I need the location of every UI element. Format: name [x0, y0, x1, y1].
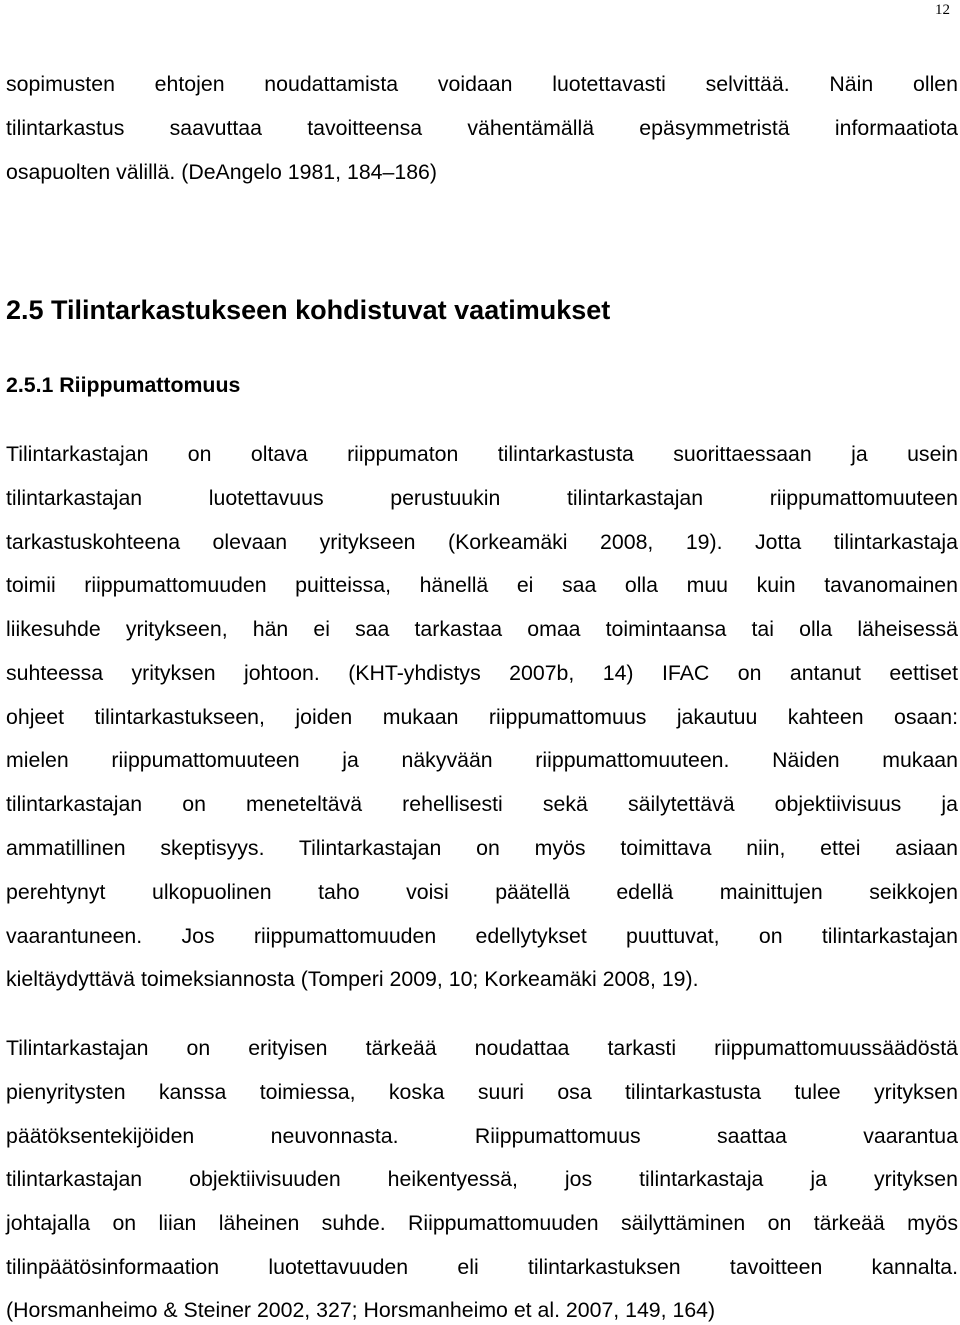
text-line: ammatillinen skeptisyys. Tilintarkastajan on myös toimittava niin, ettei asiaan	[6, 836, 958, 860]
text-line: tilintarkastus saavuttaa tavoitteensa vähentämällä epäsymmetristä informaatiota	[6, 116, 958, 140]
section-heading: 2.5 Tilintarkastukseen kohdistuvat vaatimukset	[6, 295, 611, 325]
text-line: mielen riippumattomuuteen ja näkyvään riippumattomuuteen. Näiden mukaan	[6, 748, 958, 772]
text-line: Tilintarkastajan on oltava riippumaton tilintarkastusta suorittaessaan ja usein	[6, 442, 958, 466]
text-line: johtajalla on liian läheinen suhde. Riippumattomuuden säilyttäminen on tärkeää myös	[6, 1211, 958, 1235]
text-line: tilintarkastajan on meneteltävä rehellisesti sekä säilytettävä objektiivisuus ja	[6, 792, 958, 816]
text-line: tilintarkastajan luotettavuus perustuukin tilintarkastajan riippumattomuuteen	[6, 486, 958, 510]
page-number: 12	[935, 2, 950, 18]
text-line: päätöksentekijöiden neuvonnasta. Riippumattomuus saattaa vaarantua	[6, 1124, 958, 1148]
text-line: osapuolten välillä. (DeAngelo 1981, 184‒186)	[6, 160, 437, 184]
text-line: Tilintarkastajan on erityisen tärkeää noudattaa tarkasti riippumattomuussäädöstä	[6, 1036, 958, 1060]
text-line: (Horsmanheimo & Steiner 2002, 327; Horsmanheimo et al. 2007, 149, 164)	[6, 1298, 716, 1322]
text-line: vaarantuneen. Jos riippumattomuuden edellytykset puuttuvat, on tilintarkastajan	[6, 924, 958, 948]
text-line: toimii riippumattomuuden puitteissa, hänellä ei saa olla muu kuin tavanomainen	[6, 573, 958, 597]
subsection-heading: 2.5.1 Riippumattomuus	[6, 373, 241, 397]
text-line: liikesuhde yritykseen, hän ei saa tarkastaa omaa toimintaansa tai olla läheisessä	[6, 617, 958, 641]
text-line: tilintarkastajan objektiivisuuden heikentyessä, jos tilintarkastaja ja yrityksen	[6, 1167, 958, 1191]
text-line: tilinpäätösinformaation luotettavuuden eli tilintarkastuksen tavoitteen kannalta.	[6, 1255, 958, 1279]
text-line: ohjeet tilintarkastukseen, joiden mukaan riippumattomuus jakautuu kahteen osaan:	[6, 705, 958, 729]
text-line: tarkastuskohteena olevaan yritykseen (Korkeamäki 2008, 19). Jotta tilintarkastaja	[6, 530, 958, 554]
text-line: sopimusten ehtojen noudattamista voidaan luotettavasti selvittää. Näin ollen	[6, 72, 958, 96]
text-line: kieltäydyttävä toimeksiannosta (Tomperi 2009, 10; Korkeamäki 2008, 19).	[6, 967, 699, 991]
text-line: pienyritysten kanssa toimiessa, koska suuri osa tilintarkastusta tulee yrityksen	[6, 1080, 958, 1104]
text-line: perehtynyt ulkopuolinen taho voisi päätellä edellä mainittujen seikkojen	[6, 880, 958, 904]
text-line: suhteessa yrityksen johtoon. (KHT-yhdistys 2007b, 14) IFAC on antanut eettiset	[6, 661, 958, 685]
